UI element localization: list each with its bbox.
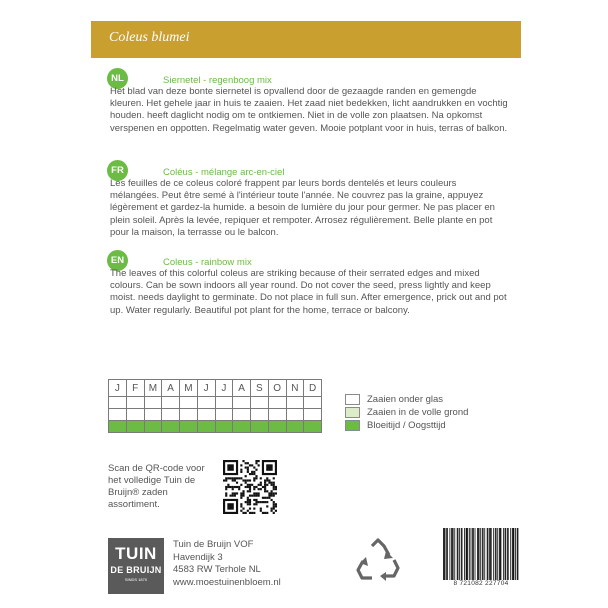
section-title-fr: Coléus - mélange arc-en-ciel: [163, 167, 285, 178]
calendar-cell: [109, 397, 127, 409]
logo-text-since: SINDS 1870: [124, 577, 148, 582]
qr-caption: Scan de QR-code voor het volledige Tuin de Bruijn® zaden assortiment.: [108, 463, 205, 510]
legend-item: [345, 406, 468, 419]
address-website[interactable]: www.moestuinenbloem.nl: [173, 576, 281, 588]
calendar-cell: [180, 409, 198, 421]
calendar-cell: [304, 421, 322, 433]
calendar-cell: [215, 409, 233, 421]
legend-swatch: [345, 420, 360, 431]
legend-label: Zaaien onder glas: [367, 394, 444, 405]
barcode: [443, 528, 520, 580]
legend-item: [345, 419, 468, 432]
section-title-en: Coleus - rainbow mix: [163, 257, 252, 268]
calendar-cell: [197, 409, 215, 421]
calendar-cell: [215, 421, 233, 433]
calendar-cell: [251, 421, 269, 433]
calendar-month-label: F: [126, 380, 144, 397]
lang-badge-fr: FR: [107, 160, 128, 181]
logo-text-tuin: TUIN: [115, 544, 157, 563]
company-address: [173, 539, 281, 589]
address-company: Tuin de Bruijn VOF: [173, 539, 254, 550]
barcode-digits: 8 721082 227704: [453, 580, 509, 587]
calendar-cell: [180, 421, 198, 433]
legend-label: Zaaien in de volle grond: [367, 407, 469, 418]
calendar-month-label: S: [251, 380, 269, 397]
calendar-cell: [162, 397, 180, 409]
calendar-cell: [286, 421, 304, 433]
legend-swatch: [345, 407, 360, 418]
calendar-month-label: J: [215, 380, 233, 397]
calendar-month-label: O: [268, 380, 286, 397]
address-street: Havendijk 3: [173, 551, 223, 563]
calendar-cell: [286, 409, 304, 421]
section-title-nl: Siernetel - regenboog mix: [163, 75, 272, 86]
calendar-month-label: A: [233, 380, 251, 397]
qr-code[interactable]: [223, 460, 277, 514]
calendar-cell: [268, 409, 286, 421]
calendar-cell: [233, 421, 251, 433]
calendar-cell: [197, 397, 215, 409]
calendar-cell: [144, 421, 162, 433]
calendar-cell: [268, 397, 286, 409]
calendar-cell: [162, 409, 180, 421]
address-city: 4583 RW Terhole NL: [173, 564, 261, 575]
header-band: [91, 21, 521, 58]
calendar-cell: [286, 397, 304, 409]
calendar-cell: [304, 409, 322, 421]
calendar-cell: [251, 397, 269, 409]
section-text-fr: Les feuilles de ce coleus coloré frappent par leurs bords dentelés et leurs couleurs mélangées. Peut être semé à l'intérieur toute l'année. Ne couvrez pas la graine, appuyez légèrement et gardez-la humide. a besoin de lumière du jour pour germer. Ne pas placer en plein soleil. Après la levée, repiquer et rempoter. Arrosez régulièrement. Belle plante en pot pour la maison, la terrasse ou le balcon.: [110, 178, 495, 238]
lang-badge-en: EN: [107, 250, 128, 271]
legend-label: Bloeitijd / Oogsttijd: [367, 420, 446, 431]
calendar-legend: [345, 393, 468, 432]
calendar-month-label: N: [286, 380, 304, 397]
logo-text-debruijn: DE BRUIJN: [110, 565, 162, 575]
recycle-icon: [353, 538, 403, 586]
calendar-cell: [126, 397, 144, 409]
product-title: Coleus blumei: [109, 30, 190, 45]
calendar-cell: [233, 397, 251, 409]
calendar-cell: [109, 421, 127, 433]
brand-logo: [108, 538, 164, 594]
calendar-month-label: J: [109, 380, 127, 397]
calendar-month-label: J: [197, 380, 215, 397]
calendar-cell: [197, 421, 215, 433]
calendar-month-label: D: [304, 380, 322, 397]
section-text-en: The leaves of this colorful coleus are striking because of their serrated edges and mixed colours. Can be sown indoors all year round. Do not cover the seed, press lightly and keep moist. needs daylight to germinate. Do not place in full sun. After emergence, prick out and pot up. Water regularly. Beautiful pot plant for the home, terrace or balcony.: [110, 268, 507, 316]
calendar-month-label: M: [144, 380, 162, 397]
calendar-cell: [180, 397, 198, 409]
calendar-cell: [126, 409, 144, 421]
sowing-calendar: [108, 379, 322, 433]
calendar-month-label: A: [162, 380, 180, 397]
calendar-cell: [304, 397, 322, 409]
calendar-cell: [162, 421, 180, 433]
calendar-cell: [268, 421, 286, 433]
lang-badge-nl: NL: [107, 68, 128, 89]
calendar-cell: [126, 421, 144, 433]
calendar-cell: [109, 409, 127, 421]
calendar-cell: [251, 409, 269, 421]
legend-swatch: [345, 394, 360, 405]
calendar-cell: [144, 397, 162, 409]
calendar-cell: [215, 397, 233, 409]
legend-item: [345, 393, 468, 406]
section-text-nl: Het blad van deze bonte siernetel is opvallend door de gezaagde randen en gemengde kleuren. Het gehele jaar in huis te zaaien. Het zaad niet bedekken, licht aandrukken en vochtig houden. heeft daglicht nodig om te ontkiemen. Niet in de volle zon plaatsen. Na opkomst verspenen en oppotten. Regelmatig water geven. Mooie potplant voor in huis, terras of balkon.: [110, 86, 508, 134]
calendar-month-label: M: [180, 380, 198, 397]
calendar-cell: [144, 409, 162, 421]
calendar-cell: [233, 409, 251, 421]
